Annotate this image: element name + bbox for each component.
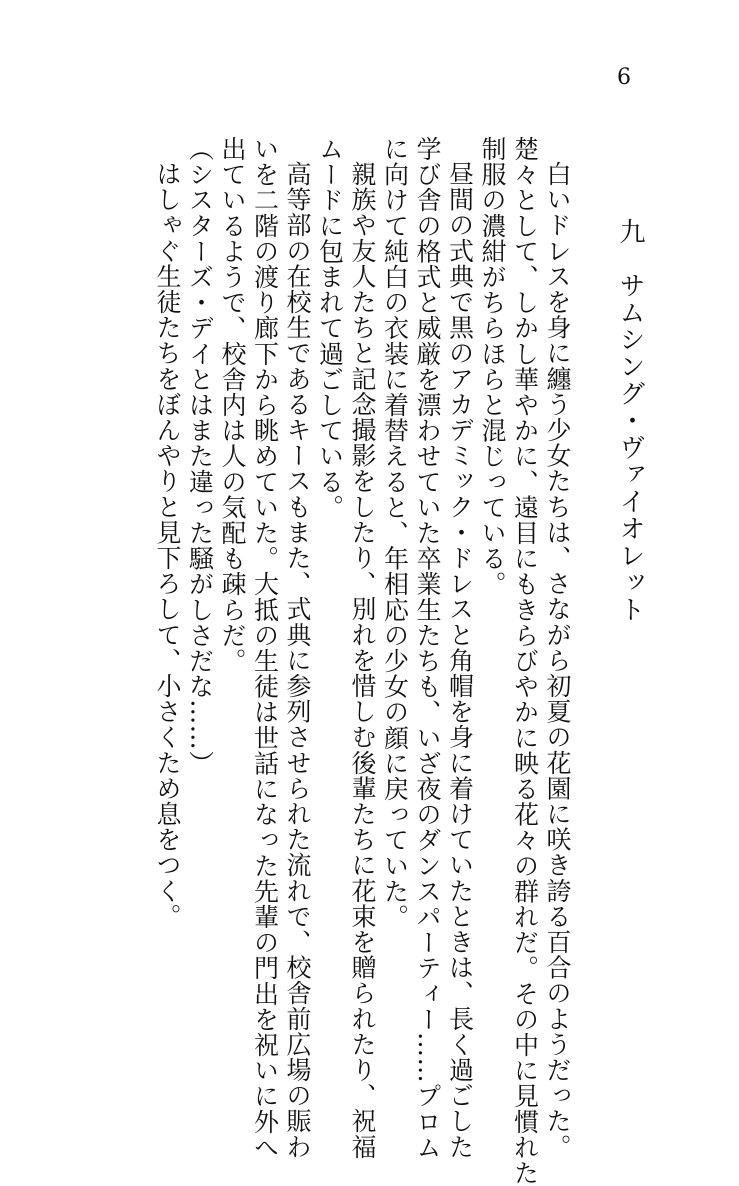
text-line: 学び舎の格式と威厳を漂わせていた卒業生たちも、いざ夜のダンスパーティー……プロム: [413, 136, 442, 1160]
body-text: [53, 136, 573, 1186]
text-line: 白いドレスを身に纏う少女たちは、さながら初夏の花園に咲き誇る百合のようだった。: [543, 161, 572, 1160]
page-number: 6: [617, 65, 631, 90]
text-line: いを二階の渡り廊下から眺めていた。大抵の生徒は世話になった先輩の門出を祝いに外へ: [250, 136, 280, 1160]
text-line: 親族や友人たちと記念撮影をしたり、別れを惜しむ後輩たちに花束を贈られたり、祝福: [348, 161, 377, 1160]
text-line: 出ているようで、校舎内は人の気配も疎らだ。: [218, 136, 247, 674]
text-line: 高等部の在校生であるキースもまた、式典に参列させられた流れで、校舎前広場の賑わ: [283, 161, 312, 1160]
text-line: 楚々として、しかし華やかに、遠目にもきらびやかに映る花々の群れだ。その中に見慣れた: [510, 136, 540, 1186]
text-line: （シスターズ・デイとはまた違った騒がしさだな……）: [185, 136, 215, 776]
chapter-title: 九 サムシング・ヴァイオレット: [615, 218, 645, 623]
text-line: 制服の濃紺がちらほらと混じっている。: [478, 136, 507, 597]
text-line: に向けて純白の衣装に着替えると、年相応の少女の顔に戻っていた。: [380, 136, 410, 930]
text-line: 昼間の式典で黒のアカデミック・ドレスと角帽を身に着けていたときは、長く過ごした: [445, 161, 475, 1160]
text-line: ムードに包まれて過ごしている。: [315, 136, 345, 520]
text-line: はしゃぐ生徒たちをぼんやりと見下ろして、小さくため息をつく。: [153, 161, 182, 929]
